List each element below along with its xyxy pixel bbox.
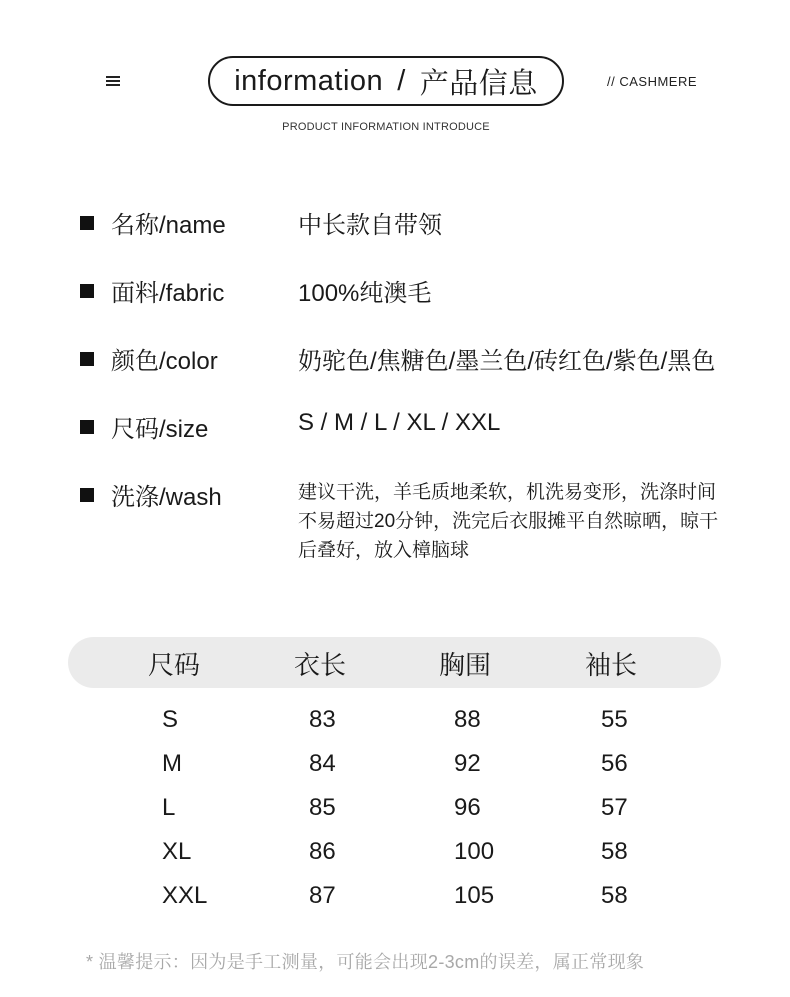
spec-label: 面料/fabric (111, 280, 225, 307)
spec-label: 颜色/color (111, 348, 218, 375)
spec-value: S / M / L / XL / XXL (298, 409, 501, 436)
spec-value: 奶驼色/焦糖色/墨兰色/砖红色/紫色/黑色 (298, 348, 716, 375)
table-header-cell: 衣长 (294, 650, 347, 680)
brand-label: // CASHMERE (607, 74, 698, 89)
table-cell: 87 (309, 882, 336, 909)
table-cell: 86 (309, 838, 336, 865)
title-separator: / (397, 64, 406, 97)
page-title (208, 56, 564, 106)
table-cell: L (162, 794, 176, 821)
spec-label: 洗涤/wash (111, 484, 222, 511)
table-cell: 84 (309, 750, 336, 777)
spec-value: 建议干洗，羊毛质地柔软，机洗易变形，洗涤时间不易超过20分钟，洗完后衣服摊平自然晾晒，晾干后叠好，放入樟脑球 (298, 482, 719, 561)
menu-icon (106, 74, 122, 88)
table-cell: 88 (454, 706, 481, 733)
table-cell: 85 (309, 794, 336, 821)
bullet-square-icon (80, 488, 94, 502)
table-cell: 58 (601, 838, 628, 865)
table-cell: XL (162, 838, 192, 865)
table-cell: 92 (454, 750, 481, 777)
table-cell: S (162, 706, 179, 733)
table-cell: 56 (601, 750, 628, 777)
bullet-square-icon (80, 420, 94, 434)
bullet-square-icon (80, 352, 94, 366)
table-header-cell: 胸围 (439, 650, 492, 680)
table-header-cell: 袖长 (585, 650, 638, 680)
table-row (0, 882, 790, 922)
title-cn: 产品信息 (419, 67, 538, 100)
title-en: information (234, 64, 384, 97)
table-row (0, 794, 790, 834)
table-cell: 57 (601, 794, 628, 821)
table-header-cell: 尺码 (148, 650, 201, 680)
bullet-square-icon (80, 216, 94, 230)
table-cell: XXL (162, 882, 208, 909)
table-cell: 105 (454, 882, 495, 909)
bullet-square-icon (80, 284, 94, 298)
measurement-note: * 温馨提示：因为是手工测量，可能会出现2-3cm的误差，属正常现象 (86, 952, 645, 972)
table-cell: 100 (454, 838, 495, 865)
table-cell: 83 (309, 706, 336, 733)
table-cell: 55 (601, 706, 628, 733)
table-row (0, 706, 790, 746)
spec-value: 100%纯澳毛 (298, 280, 432, 307)
table-row (0, 750, 790, 790)
table-cell: 58 (601, 882, 628, 909)
size-table-header (68, 637, 721, 688)
spec-label: 尺码/size (111, 416, 209, 443)
spec-value: 中长款自带领 (298, 212, 442, 239)
table-cell: 96 (454, 794, 481, 821)
subtitle: PRODUCT INFORMATION INTRODUCE (282, 121, 490, 133)
table-cell: M (162, 750, 182, 777)
table-row (0, 838, 790, 878)
spec-label: 名称/name (111, 212, 226, 239)
